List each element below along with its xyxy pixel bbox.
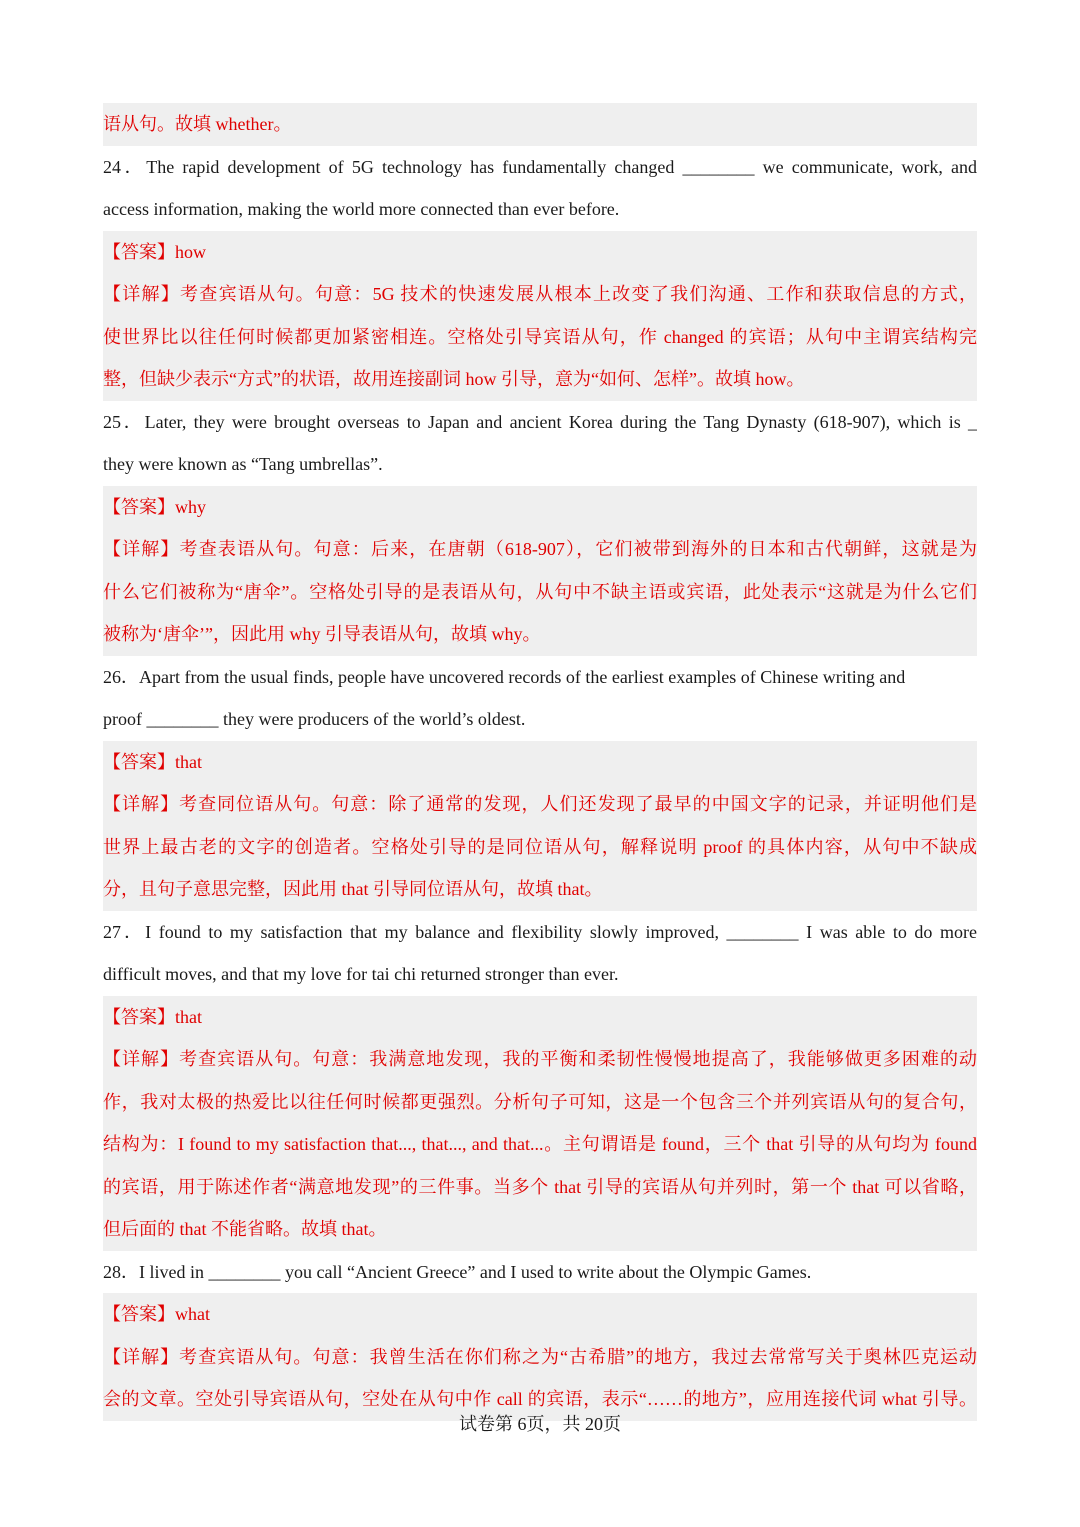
explanation-line: 什么它们被称为“唐伞”。空格处引导的是表语从句，从句中不缺主语或宾语，此处表示“这就是为什么它们 <box>103 571 977 614</box>
explanation-line: 被称为‘唐伞’”，因此用 why 引导表语从句，故填 why。 <box>103 613 977 656</box>
document-body <box>103 103 977 1421</box>
question-27-line: difficult moves, and that my love for tai chi returned stronger than ever. <box>103 964 619 984</box>
explanation-line: 【详解】考查宾语从句。句意：5G 技术的快速发展从根本上改变了我们沟通、工作和获取信息的方式， <box>103 273 977 316</box>
explanation-line: 作，我对太极的热爱比以往任何时候都更强烈。分析句子可知，这是一个包含三个并列宾语从句的复合句， <box>103 1081 977 1124</box>
explanation-line: 结构为：I found to my satisfaction that..., that..., and that...。主句谓语是 found，三个 that 引导的从句均为 found <box>103 1123 977 1166</box>
explanation-line: 【详解】考查表语从句。句意：后来，在唐朝（618-907），它们被带到海外的日本和古代朝鲜，这就是为 <box>103 528 977 571</box>
explanation-line: 但后面的 that 不能省略。故填 that。 <box>103 1208 977 1251</box>
question-26-line: 26．Apart from the usual finds, people have uncovered records of the earliest examples of Chinese writing and <box>103 666 906 687</box>
explanation-line: 【详解】考查同位语从句。句意：除了通常的发现，人们还发现了最早的中国文字的记录，并证明他们是 <box>103 783 977 826</box>
page-footer: 试卷第 6页，共 20页 <box>459 1414 621 1434</box>
question-28-line: 28．I lived in ________ you call “Ancient Greece” and I used to write about the Olympic Games. <box>103 1261 812 1282</box>
explanation-line: 的宾语，用于陈述作者“满意地发现”的三件事。当多个 that 引导的宾语从句并列时，第一个 that 可以省略， <box>103 1166 977 1209</box>
explanation-line: 整，但缺少表示“方式”的状语，故用连接副词 how 引导，意为“如何、怎样”。故填 how。 <box>103 358 977 401</box>
answer-line: 【答案】that <box>103 741 977 784</box>
answer-line: 【答案】how <box>103 231 977 274</box>
explanation-line: 世界上最古老的文字的创造者。空格处引导的是同位语从句，解释说明 proof 的具体内容，从句中不缺成 <box>103 826 977 869</box>
answer-line: 【答案】what <box>103 1293 977 1336</box>
question-24-line: access information, making the world more connected than ever before. <box>103 199 620 219</box>
question-27-line: 27．I found to my satisfaction that my balance and flexibility slowly improved, ________ I was able to do more <box>103 921 977 942</box>
explanation-line: 使世界比以往任何时候都更加紧密相连。空格处引导宾语从句，作 changed 的宾语；从句中主谓宾结构完 <box>103 316 977 359</box>
explanation-line: 【详解】考查宾语从句。句意：我曾生活在你们称之为“古希腊”的地方，我过去常常写关于奥林匹克运动 <box>103 1336 977 1379</box>
question-26-line: proof ________ they were producers of the world’s oldest. <box>103 709 526 729</box>
explanation-line: 【详解】考查宾语从句。句意：我满意地发现，我的平衡和柔韧性慢慢地提高了，我能够做更多困难的动 <box>103 1038 977 1081</box>
question-25-line: 25．Later, they were brought overseas to Japan and ancient Korea during the Tang Dynasty (618-907), which is _ <box>103 411 977 432</box>
answer-line: 【答案】that <box>103 996 977 1039</box>
question-24-line: 24．The rapid development of 5G technology has fundamentally changed ________ we communicate, work, and <box>103 156 977 177</box>
answer-line: 【答案】why <box>103 486 977 529</box>
explanation-line: 分，且句子意思完整，因此用 that 引导同位语从句，故填 that。 <box>103 868 977 911</box>
explanation-line: 会的文章。空处引导宾语从句，空处在从句中作 call 的宾语，表示“……的地方”，应用连接代词 what 引导。 <box>103 1378 977 1421</box>
explanation-line: 语从句。故填 whether。 <box>103 103 977 146</box>
question-25-line: they were known as “Tang umbrellas”. <box>103 454 383 474</box>
